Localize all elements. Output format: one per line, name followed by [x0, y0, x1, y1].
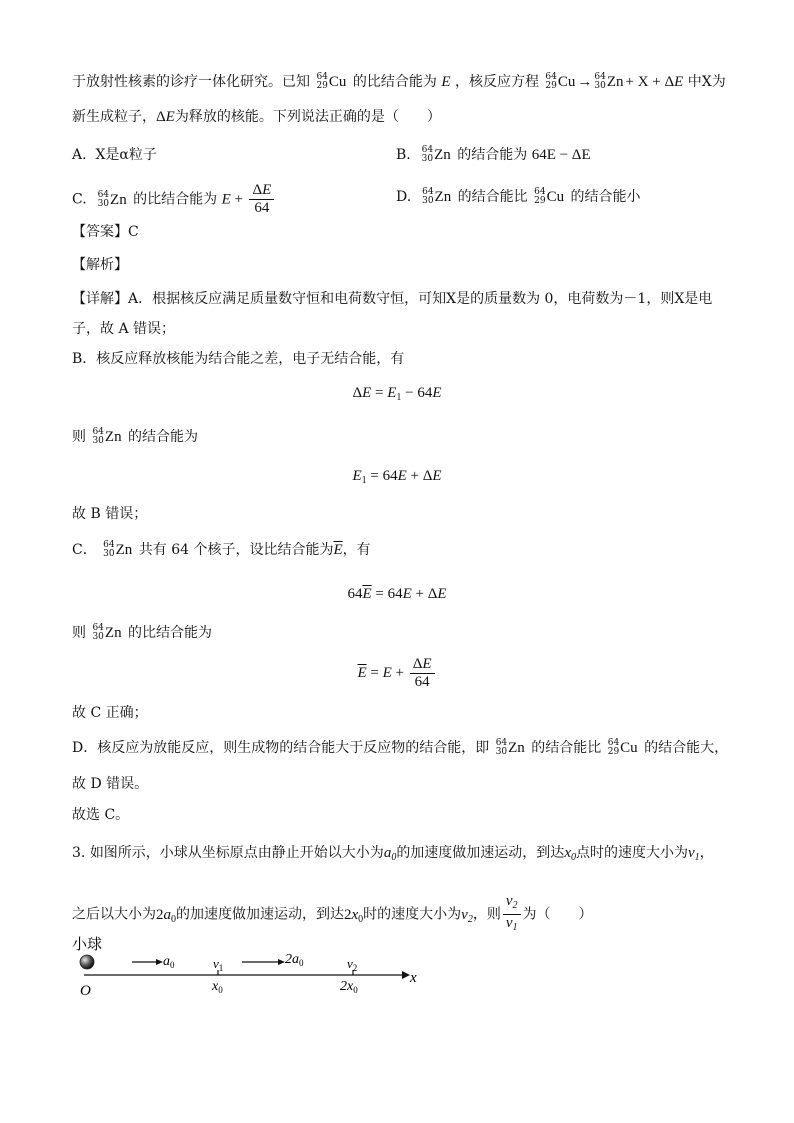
- mass-number: 64: [421, 145, 434, 155]
- atomic-number: 30: [495, 747, 508, 757]
- answer-value: C: [128, 224, 139, 240]
- atomic-number: 29: [534, 196, 546, 206]
- question-text: 如图所示，小球从坐标原点由静止开始以大小为: [89, 845, 384, 861]
- element-symbol: Zn: [434, 189, 452, 205]
- detail-text: D．核反应为放能反应，则生成物的结合能大于反应物的结合能，即: [72, 740, 490, 756]
- element-symbol: Cu: [557, 74, 576, 90]
- var-a0: $a_0$: [383, 845, 397, 863]
- nuclide-zn: [92, 427, 121, 447]
- ball: [80, 955, 94, 969]
- mass-number: 64: [607, 738, 620, 748]
- mass-number: 64: [594, 72, 606, 82]
- option-text: 的结合能小: [570, 189, 641, 205]
- option-expr: 64E − ΔE: [531, 147, 591, 163]
- element-symbol: Zn: [508, 740, 525, 756]
- var-v2: $v_2$: [461, 906, 473, 925]
- option-a: [72, 145, 157, 165]
- stem-line-2: [72, 107, 441, 127]
- detail-b-conclusion: [72, 504, 147, 524]
- option-text: 的比结合能为: [133, 191, 218, 208]
- detail-a-line1: [72, 289, 712, 309]
- var-v1: $v_1$: [687, 845, 700, 863]
- axis-label: x: [410, 970, 417, 986]
- atomic-number: 30: [92, 436, 104, 446]
- atomic-number: 30: [103, 549, 115, 559]
- option-text: X是α粒子: [95, 147, 157, 163]
- fraction-v2-v1: $\frac{v_2}{v_1}$: [503, 893, 521, 936]
- q3-line2: [72, 893, 593, 936]
- atomic-number: 29: [316, 81, 328, 91]
- var-x0: $x_0$: [564, 845, 576, 863]
- equation-3: $64\overline{E} = 64E + \Delta E$: [347, 586, 447, 602]
- label-a0: $a_0$: [163, 954, 175, 970]
- nuclide-zn: [422, 187, 451, 207]
- detail-b-then: [72, 427, 198, 447]
- detail-text: 的比结合能为: [128, 625, 213, 641]
- detail-text: 则: [72, 625, 86, 641]
- detail-d-conclusion: [72, 774, 148, 794]
- stem-text: ，核反应方程: [454, 74, 539, 90]
- mass-number: 64: [495, 738, 508, 748]
- option-text: 的结合能为: [457, 147, 528, 163]
- option-letter: A.: [72, 147, 87, 163]
- label-v2: $v_2$: [347, 956, 358, 973]
- detail-text: C．: [72, 542, 97, 558]
- question-text: ，: [699, 845, 714, 861]
- mass-number: 64: [534, 187, 546, 197]
- detail-d-line1: [72, 738, 728, 758]
- question-text: 的加速度做加速运动，到达: [176, 906, 344, 923]
- stem-text: 新生成粒子，: [72, 109, 156, 125]
- fraction: $\frac{\Delta E}{64}$: [249, 182, 274, 217]
- detail-c-then: [72, 623, 212, 643]
- mass-number: 64: [97, 189, 110, 200]
- detail-c-line1: [72, 540, 371, 560]
- question-text: 时的速度大小为: [363, 906, 462, 923]
- nuclide-cu: [534, 187, 564, 207]
- atomic-number: 30: [97, 198, 110, 209]
- nuclide-zn: [496, 738, 525, 758]
- option-c: [72, 182, 276, 217]
- option-d: [396, 187, 641, 207]
- nuclide-cu: [316, 72, 346, 92]
- mass-number: 64: [316, 72, 328, 82]
- atomic-number: 30: [92, 632, 104, 642]
- atomic-number: 30: [422, 196, 434, 206]
- question-text: 之后以大小为: [72, 906, 156, 923]
- question-text: 的加速度做加速运动，到达: [396, 845, 565, 861]
- detail-text: 故 D 错误。: [72, 776, 149, 792]
- label-2x0: $2x_0$: [340, 979, 358, 995]
- atomic-number: 30: [421, 154, 434, 164]
- atomic-number: 30: [594, 81, 606, 91]
- origin-label: O: [80, 983, 91, 999]
- option-letter: D.: [396, 189, 412, 205]
- option-expr: E +: [221, 191, 243, 208]
- detail-text: 的结合能比: [531, 740, 602, 756]
- q3-line1: [72, 843, 714, 868]
- mass-number: 64: [545, 72, 557, 82]
- delta-E: ΔE: [156, 109, 175, 125]
- stem-text: 为释放的核能。下列说法正确的是（ ）: [174, 109, 441, 125]
- arrow-2a0-head: [278, 959, 285, 965]
- mass-number: 64: [92, 623, 104, 633]
- mass-number: 64: [422, 187, 434, 197]
- element-symbol: Zn: [104, 625, 122, 641]
- detail-text: 共有 64 个核子，设比结合能为: [138, 542, 334, 558]
- element-symbol: Zn: [606, 74, 624, 90]
- atomic-number: 29: [545, 81, 557, 91]
- element-symbol: Zn: [104, 429, 122, 445]
- x-axis-arrowhead: [402, 971, 410, 979]
- stem-text: 于放射性核素的诊疗一体化研究。已知: [72, 74, 310, 90]
- arrow-a0-head: [156, 959, 163, 965]
- nuclide-cu: [545, 72, 575, 92]
- option-text: 的结合能比: [457, 189, 528, 205]
- answer-line: [72, 222, 139, 242]
- element-symbol: Zn: [115, 542, 133, 558]
- nuclide-zn: [103, 540, 132, 560]
- detail-text: 则: [72, 429, 86, 445]
- element-symbol: Zn: [110, 191, 127, 208]
- label-v1: $v_1$: [213, 956, 224, 973]
- detail-text: A．根据核反应满足质量数守恒和电荷数守恒，可知X是的质量数为 0，电荷数为－1，则X是电: [128, 291, 713, 307]
- nuclide-cu: [608, 738, 638, 758]
- var-2a0: $2a_0$: [156, 906, 176, 925]
- fraction: $\frac{\Delta E}{64}$: [410, 656, 435, 691]
- detail-text: 故 C 正确；: [72, 705, 148, 721]
- stem-text: 中X为: [687, 74, 726, 90]
- reaction-arrow: →: [577, 74, 593, 90]
- analysis-label: 【解析】: [72, 257, 128, 273]
- question-text: ，则: [472, 906, 501, 923]
- detail-text: 子，故 A 错误；: [72, 321, 176, 337]
- ball-label: 小球: [72, 937, 103, 953]
- nuclide-zn: [98, 190, 127, 210]
- nuclide-zn: [422, 145, 451, 165]
- equation-2: $E_1 = 64E + \Delta E$: [352, 468, 442, 486]
- question-text: 为（ ）: [522, 906, 593, 923]
- element-symbol: Cu: [328, 74, 347, 90]
- stem-line-1: [72, 72, 726, 92]
- answer-label: 【答案】: [72, 224, 128, 240]
- equation-1: $\Delta E = E_1 - 64E$: [352, 385, 442, 403]
- question-text: 点时的速度大小为: [575, 845, 688, 861]
- final-choice: [72, 805, 129, 825]
- option-b: [396, 145, 591, 165]
- option-letter: B.: [396, 147, 411, 163]
- mass-number: 64: [103, 540, 115, 550]
- element-symbol: Zn: [434, 147, 451, 163]
- detail-b-line1: [72, 349, 404, 369]
- label-2a0: $2a_0$: [285, 952, 304, 968]
- var-2x0: $2x_0$: [344, 906, 364, 925]
- detail-text: 的结合能大，: [644, 740, 729, 756]
- question-number: 3.: [72, 845, 86, 861]
- mass-number: 64: [92, 427, 104, 437]
- var-E-bar: $\overline{E}$: [333, 542, 343, 558]
- analysis-heading: [72, 255, 128, 275]
- detail-text: 故 B 错误；: [72, 506, 148, 522]
- equation-4: $\overline{E} = E$ + $\frac{\Delta E}{64}$: [0, 656, 794, 691]
- motion-diagram: [70, 932, 430, 1002]
- label-x0: $x_0$: [212, 979, 223, 995]
- var-E: E: [441, 74, 451, 90]
- element-symbol: Cu: [546, 189, 565, 205]
- stem-text: 的比结合能为: [352, 74, 437, 90]
- option-letter: C.: [72, 191, 87, 208]
- detail-a-line2: [72, 319, 175, 339]
- detail-text: 故选 C。: [72, 807, 130, 823]
- nuclide-zn: [92, 623, 121, 643]
- detail-c-conclusion: [72, 703, 148, 723]
- detail-text: 的结合能为: [128, 429, 199, 445]
- reaction-rest: + X + ΔE: [625, 74, 684, 90]
- detail-text: B．核反应释放核能为结合能之差，电子无结合能，有: [72, 351, 405, 367]
- detail-text: ，有: [342, 542, 371, 558]
- element-symbol: Cu: [620, 740, 638, 756]
- detail-label: 【详解】: [72, 291, 128, 307]
- atomic-number: 29: [607, 747, 620, 757]
- nuclide-zn: [594, 72, 623, 92]
